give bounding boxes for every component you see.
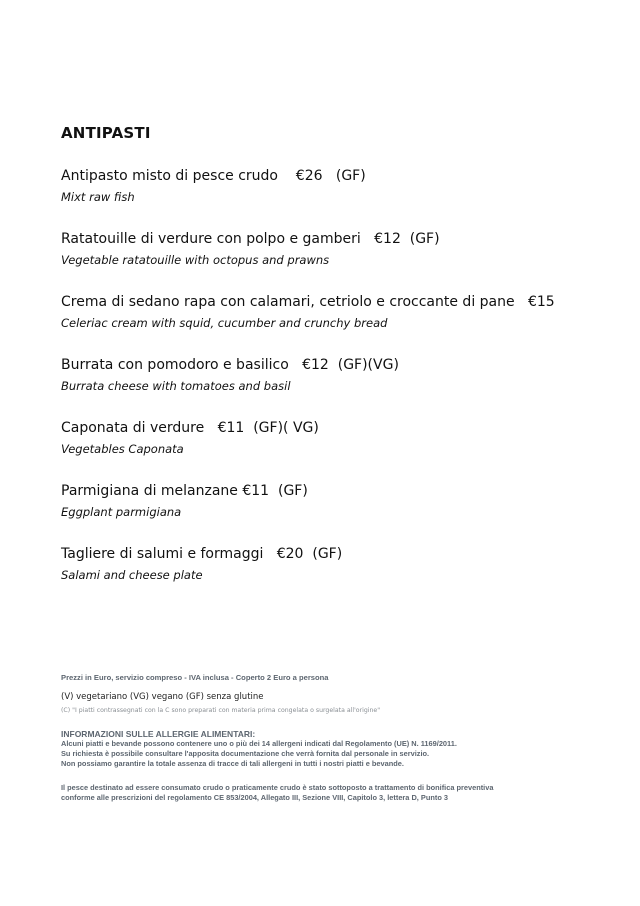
footer-notes [61, 673, 621, 803]
menu-list [61, 166, 621, 607]
dish-name: Tagliere di salumi e formaggi €20 (GF) [61, 546, 343, 562]
diet-legend: (V) vegetariano (VG) vegano (GF) senza glutine [61, 692, 264, 702]
menu-item [61, 418, 621, 481]
menu-item [61, 355, 621, 418]
dish-description: Mixt raw fish [61, 190, 135, 204]
allergy-line: Su richiesta è possibile consultare l'apposita documentazione che verrà fornita dal personale in servizio. [61, 749, 430, 758]
frozen-note: (C) "I piatti contrassegnati con la C sono preparati con materia prima congelata o surgelata all'origine" [61, 707, 381, 714]
menu-item [61, 544, 621, 607]
dish-description: Burrata cheese with tomatoes and basil [61, 379, 291, 393]
dish-name: Burrata con pomodoro e basilico €12 (GF)(VG) [61, 357, 399, 373]
dish-name: Ratatouille di verdure con polpo e gamberi €12 (GF) [61, 231, 440, 247]
dish-name: Crema di sedano rapa con calamari, cetriolo e croccante di pane €15 [61, 294, 555, 310]
dish-description: Vegetables Caponata [61, 442, 184, 456]
menu-item [61, 292, 621, 355]
price-note: Prezzi in Euro, servizio compreso - IVA inclusa - Coperto 2 Euro a persona [61, 673, 329, 682]
section-title: ANTIPASTI [61, 124, 151, 142]
menu-item [61, 229, 621, 292]
allergy-title: INFORMAZIONI SULLE ALLERGIE ALIMENTARI: [61, 729, 256, 739]
raw-fish-note: conforme alle prescrizioni del regolamento CE 853/2004, Allegato III, Sezione VIII, Capitolo 3, lettera D, Punto 3 [61, 793, 449, 802]
dish-description: Eggplant parmigiana [61, 505, 182, 519]
allergy-line: Alcuni piatti e bevande possono contenere uno o più dei 14 allergeni indicati dal Regolamento (UE) N. 1169/2011. [61, 739, 457, 748]
allergy-line: Non possiamo garantire la totale assenza di tracce di tali allergeni in tutti i nostri piatti e bevande. [61, 759, 404, 768]
dish-name: Caponata di verdure €11 (GF)( VG) [61, 420, 319, 436]
dish-description: Celeriac cream with squid, cucumber and crunchy bread [61, 316, 388, 330]
dish-name: Antipasto misto di pesce crudo €26 (GF) [61, 168, 366, 184]
raw-fish-note: Il pesce destinato ad essere consumato crudo o praticamente crudo è stato sottoposto a trattamento di bonifica preventiva [61, 783, 494, 792]
dish-description: Vegetable ratatouille with octopus and prawns [61, 253, 330, 267]
menu-item [61, 166, 621, 229]
menu-item [61, 481, 621, 544]
dish-name: Parmigiana di melanzane €11 (GF) [61, 483, 308, 499]
dish-description: Salami and cheese plate [61, 568, 203, 582]
